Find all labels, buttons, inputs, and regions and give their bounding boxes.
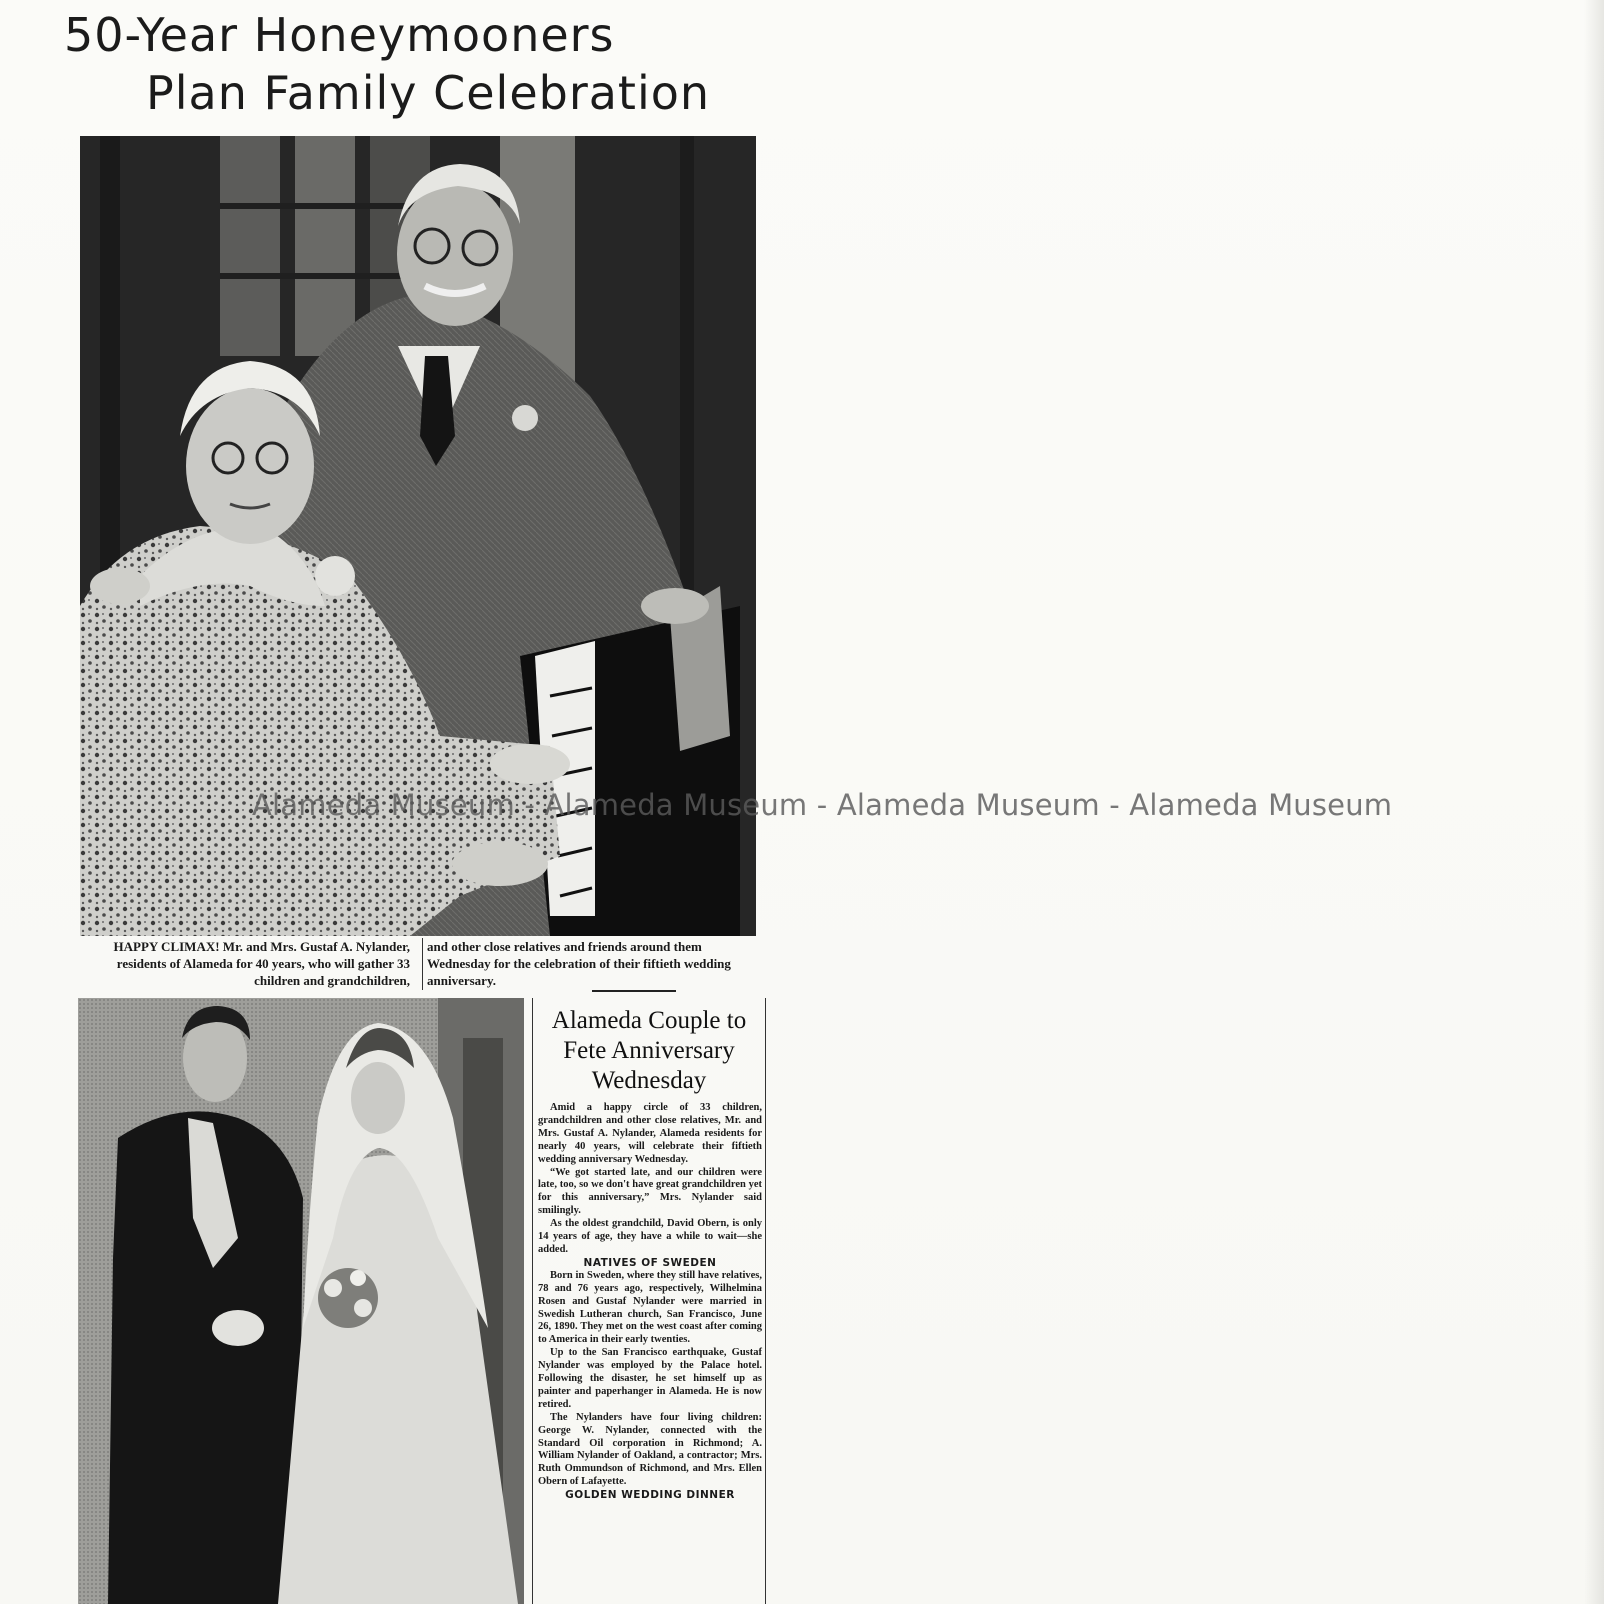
caption-column-1: HAPPY CLIMAX! Mr. and Mrs. Gustaf A. Nylander, residents of Alameda for 40 years, who will gather 33 children and grandchildren,	[113, 939, 410, 988]
article-column	[532, 998, 766, 1604]
article-paragraph: Born in Sweden, where they still have relatives, 78 and 76 years ago, respectively, Wilhelmina Rosen and Gustaf Nylander were married in Swedish Lutheran church, San Francisco, June 26, 1890. They met on the west coast after coming to America in their early twenties.	[538, 1269, 762, 1346]
article-paragraph: The Nylanders have four living children: George W. Nylander, connected with the Standard Oil corporation in Richmond; A. William Nylander of Oakland, a contractor; Mrs. Ruth Ommundson of Richmond, and Mrs. Ellen Obern of Lafayette.	[538, 1411, 762, 1488]
article-subhead: GOLDEN WEDDING DINNER	[565, 1489, 735, 1502]
article-paragraph: “We got started late, and our children were late, too, so we don't have great grandchildren yet for this anniversary,” Mrs. Nylander said smilingly.	[538, 1166, 762, 1217]
article-headline: Alameda Couple to Fete Anniversary Wednesday	[551, 1007, 747, 1094]
wedding-portrait-photo	[78, 998, 524, 1604]
article-paragraph: As the oldest grandchild, David Obern, is only 14 years of age, they have a while to wait—she added.	[538, 1218, 762, 1255]
museum-watermark: Alameda Museum - Alameda Museum - Alameda Museum - Alameda Museum	[252, 788, 1393, 822]
headline-line-2: Plan Family Celebration	[146, 66, 711, 120]
article-subhead: NATIVES OF SWEDEN	[583, 1256, 717, 1269]
article-body	[533, 1102, 765, 1502]
column-rule	[592, 990, 676, 992]
article-paragraph: Up to the San Francisco earthquake, Gustaf Nylander was employed by the Palace hotel. Following the disaster, he set himself up as painter and paperhanger in Alameda. He is now retired.	[538, 1347, 762, 1410]
headline-line-1: 50-Year Honeymooners	[64, 8, 615, 62]
caption-column-2: and other close relatives and friends around them Wednesday for the celebration of their fiftieth wedding anniversary.	[422, 938, 765, 990]
page-edge-shadow	[1584, 0, 1604, 1604]
article-paragraph: Amid a happy circle of 33 children, grandchildren and other close relatives, Mr. and Mrs. Gustaf A. Nylander, Alameda residents for nearly 40 years, will celebrate their fiftieth wedding anniversary Wednesday.	[538, 1102, 762, 1165]
photo-caption	[70, 938, 762, 988]
newspaper-headline	[64, 6, 764, 122]
